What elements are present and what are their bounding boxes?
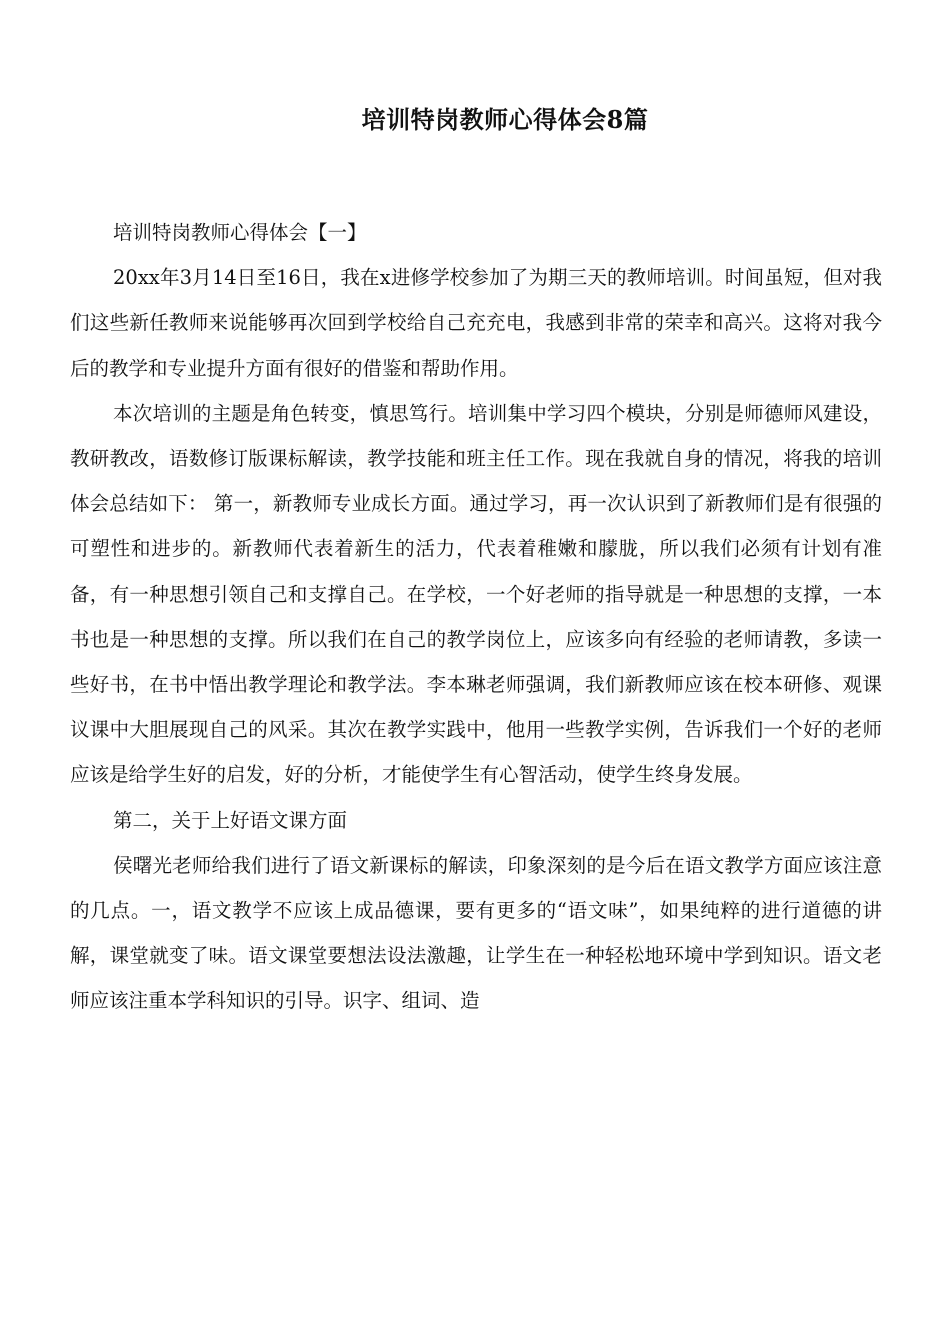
paragraph-3: 侯曙光老师给我们进行了语文新课标的解读，印象深刻的是今后在语文教学方面应该注意的几点。一，语文教学不应该上成品德课，要有更多的“语文味”，如果纯粹的进行道德的讲解，课堂就变了味。语文课堂要想法设法激趣，让学生在一种轻松地环境中学到知识。语文老师应该注重本学科知识的引导。识字、组词、造 — [70, 853, 882, 1013]
paragraph-1: 20xx年3月14日至16日，我在x进修学校参加了为期三天的教师培训。时间虽短，但对我们这些新任教师来说能够再次回到学校给自己充充电，我感到非常的荣幸和高兴。这将对我今后的教学和专业提升方面有很好的借鉴和帮助作用。 — [70, 266, 882, 380]
section-heading-1: 培训特岗教师心得体会【一】 — [113, 221, 367, 244]
section-heading-2: 第二，关于上好语文课方面 — [113, 808, 348, 832]
document-body — [70, 210, 882, 1024]
document-title: 培训特岗教师心得体会8篇 — [361, 105, 649, 134]
paragraph-2: 本次培训的主题是角色转变，慎思笃行。培训集中学习四个模块，分别是师德师风建设，教研教改，语数修订版课标解读，教学技能和班主任工作。现在我就自身的情况，将我的培训体会总结如下： 第一，新教师专业成长方面。通过学习，再一次认识到了新教师们是有很强的可塑性和进步的。新教师代表着新生的活力，代表着稚嫩和朦胧，所以我们必须有计划有准备，有一种思想引领自己和支撑自己。在学校，一个好老师的指导就是一种思想的支撑，一本书也是一种思想的支撑。所以我们在自己的教学岗位上，应该多向有经验的老师请教，多读一些好书，在书中悟出教学理论和教学法。李本琳老师强调，我们新教师应该在校本研修、观课议课中大胆展现自己的风采。其次在教学实践中，他用一些教学实例，告诉我们一个好的老师应该是给学生好的启发，好的分析，才能使学生有心智活动，使学生终身发展。 — [70, 401, 882, 787]
